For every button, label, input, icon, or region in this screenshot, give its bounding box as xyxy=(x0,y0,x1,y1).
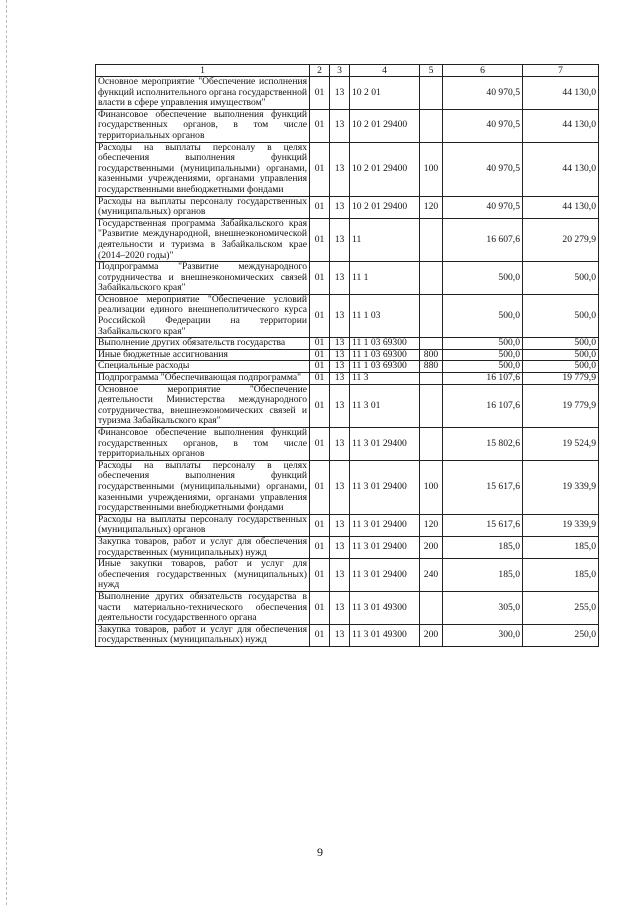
table-row xyxy=(96,142,599,196)
row-subsection-cell: 13 xyxy=(330,536,350,558)
row-expense-type-cell xyxy=(420,262,443,295)
row-target-article-cell: 10 2 01 xyxy=(350,77,420,110)
row-subsection-cell: 13 xyxy=(330,196,350,218)
row-subsection-cell: 13 xyxy=(330,142,350,196)
table-row xyxy=(96,218,599,261)
row-amount-1-cell: 16 607,6 xyxy=(443,218,523,261)
page-number: 9 xyxy=(317,845,323,859)
row-section-cell: 01 xyxy=(310,349,330,361)
row-name-cell: Закупка товаров, работ и услуг для обеспечения государственных (муниципальных) нужд xyxy=(96,536,310,558)
row-target-article-cell: 11 3 01 29400 xyxy=(350,559,420,592)
row-target-article-cell: 11 1 03 69300 xyxy=(350,361,420,373)
table-row xyxy=(96,294,599,337)
row-amount-2-cell: 19 779,9 xyxy=(523,373,599,385)
row-amount-2-cell: 19 339,9 xyxy=(523,460,599,514)
row-expense-type-cell: 100 xyxy=(420,460,443,514)
page-edge-line xyxy=(6,0,7,905)
row-target-article-cell: 10 2 01 29400 xyxy=(350,142,420,196)
row-name-cell: Расходы на выплаты персоналу в целях обеспечения выполнения функций государственными (муниципальными) органами, казенными учреждениями, органами управления государственными внебюджетными фондами xyxy=(96,460,310,514)
row-amount-1-cell: 40 970,5 xyxy=(443,196,523,218)
table-header-row xyxy=(96,65,599,77)
row-subsection-cell: 13 xyxy=(330,349,350,361)
row-name-cell: Выполнение других обязательств государства в части материально-технического обеспечения деятельности государственного органа xyxy=(96,591,310,624)
row-name-cell: Выполнение других обязательств государства xyxy=(96,338,310,350)
row-name-cell: Расходы на выплаты персоналу в целях обеспечения выполнения функций государственными (муниципальными) органами, казенными учреждениями, органами управления государственными внебюджетными фондами xyxy=(96,142,310,196)
row-expense-type-cell xyxy=(420,294,443,337)
row-expense-type-cell xyxy=(420,428,443,461)
row-name-cell: Основное мероприятие "Обеспечение исполнения функций исполнительного органа государственной власти в сфере управления имуществом" xyxy=(96,77,310,110)
budget-table xyxy=(95,64,599,647)
table-row xyxy=(96,559,599,592)
row-section-cell: 01 xyxy=(310,428,330,461)
table-row xyxy=(96,514,599,536)
row-expense-type-cell: 800 xyxy=(420,349,443,361)
row-amount-1-cell: 40 970,5 xyxy=(443,77,523,110)
table-row xyxy=(96,384,599,427)
row-section-cell: 01 xyxy=(310,338,330,350)
row-amount-1-cell: 500,0 xyxy=(443,338,523,350)
row-expense-type-cell: 200 xyxy=(420,624,443,646)
table-row xyxy=(96,373,599,385)
table-row xyxy=(96,591,599,624)
table-row xyxy=(96,460,599,514)
row-subsection-cell: 13 xyxy=(330,77,350,110)
row-amount-2-cell: 185,0 xyxy=(523,536,599,558)
row-name-cell: Подпрограмма "Развитие международного сотрудничества и внешнеэкономических связей Забайкальского края" xyxy=(96,262,310,295)
row-amount-2-cell: 19 339,9 xyxy=(523,514,599,536)
row-expense-type-cell: 240 xyxy=(420,559,443,592)
header-col-1: 1 xyxy=(96,65,310,77)
row-name-cell: Специальные расходы xyxy=(96,361,310,373)
row-target-article-cell: 11 1 03 69300 xyxy=(350,349,420,361)
row-section-cell: 01 xyxy=(310,384,330,427)
row-subsection-cell: 13 xyxy=(330,460,350,514)
row-subsection-cell: 13 xyxy=(330,384,350,427)
row-section-cell: 01 xyxy=(310,109,330,142)
row-section-cell: 01 xyxy=(310,624,330,646)
row-amount-1-cell: 15 617,6 xyxy=(443,460,523,514)
row-amount-1-cell: 305,0 xyxy=(443,591,523,624)
row-expense-type-cell xyxy=(420,77,443,110)
row-target-article-cell: 11 3 01 49300 xyxy=(350,591,420,624)
row-section-cell: 01 xyxy=(310,536,330,558)
row-name-cell: Иные бюджетные ассигнования xyxy=(96,349,310,361)
row-section-cell: 01 xyxy=(310,591,330,624)
row-amount-2-cell: 44 130,0 xyxy=(523,142,599,196)
row-expense-type-cell: 200 xyxy=(420,536,443,558)
row-amount-1-cell: 500,0 xyxy=(443,262,523,295)
table-row xyxy=(96,196,599,218)
row-expense-type-cell: 120 xyxy=(420,196,443,218)
row-amount-1-cell: 40 970,5 xyxy=(443,109,523,142)
row-amount-1-cell: 15 802,6 xyxy=(443,428,523,461)
row-amount-2-cell: 185,0 xyxy=(523,559,599,592)
row-target-article-cell: 10 2 01 29400 xyxy=(350,109,420,142)
row-section-cell: 01 xyxy=(310,262,330,295)
row-subsection-cell: 13 xyxy=(330,373,350,385)
row-subsection-cell: 13 xyxy=(330,361,350,373)
table-row xyxy=(96,77,599,110)
row-subsection-cell: 13 xyxy=(330,262,350,295)
row-amount-2-cell: 500,0 xyxy=(523,361,599,373)
row-expense-type-cell xyxy=(420,338,443,350)
table-row xyxy=(96,536,599,558)
row-amount-2-cell: 250,0 xyxy=(523,624,599,646)
row-amount-2-cell: 500,0 xyxy=(523,294,599,337)
row-target-article-cell: 11 xyxy=(350,218,420,261)
header-col-2: 2 xyxy=(310,65,330,77)
row-target-article-cell: 11 1 03 69300 xyxy=(350,338,420,350)
table-row xyxy=(96,109,599,142)
header-col-3: 3 xyxy=(330,65,350,77)
row-name-cell: Финансовое обеспечение выполнения функций государственных органов, в том числе территориальных органов xyxy=(96,428,310,461)
row-amount-1-cell: 40 970,5 xyxy=(443,142,523,196)
row-name-cell: Закупка товаров, работ и услуг для обеспечения государственных (муниципальных) нужд xyxy=(96,624,310,646)
header-col-4: 4 xyxy=(350,65,420,77)
table-row xyxy=(96,428,599,461)
row-expense-type-cell xyxy=(420,218,443,261)
row-subsection-cell: 13 xyxy=(330,591,350,624)
row-target-article-cell: 11 3 xyxy=(350,373,420,385)
row-subsection-cell: 13 xyxy=(330,109,350,142)
row-subsection-cell: 13 xyxy=(330,218,350,261)
row-name-cell: Расходы на выплаты персоналу государственных (муниципальных) органов xyxy=(96,514,310,536)
row-subsection-cell: 13 xyxy=(330,514,350,536)
row-amount-2-cell: 255,0 xyxy=(523,591,599,624)
row-amount-1-cell: 15 617,6 xyxy=(443,514,523,536)
row-target-article-cell: 11 3 01 29400 xyxy=(350,428,420,461)
row-name-cell: Основное мероприятие "Обеспечение условий реализации единого внешнеполитического курса Российской Федерации на территории Забайкальского края" xyxy=(96,294,310,337)
row-name-cell: Расходы на выплаты персоналу государственных (муниципальных) органов xyxy=(96,196,310,218)
row-amount-2-cell: 500,0 xyxy=(523,338,599,350)
table-row xyxy=(96,624,599,646)
table-row xyxy=(96,262,599,295)
table-body xyxy=(96,77,599,647)
row-expense-type-cell: 120 xyxy=(420,514,443,536)
row-target-article-cell: 11 1 xyxy=(350,262,420,295)
row-expense-type-cell xyxy=(420,591,443,624)
row-expense-type-cell xyxy=(420,109,443,142)
row-section-cell: 01 xyxy=(310,460,330,514)
row-amount-1-cell: 185,0 xyxy=(443,536,523,558)
row-amount-2-cell: 500,0 xyxy=(523,349,599,361)
row-amount-1-cell: 500,0 xyxy=(443,349,523,361)
row-section-cell: 01 xyxy=(310,196,330,218)
row-target-article-cell: 11 1 03 xyxy=(350,294,420,337)
row-target-article-cell: 10 2 01 29400 xyxy=(350,196,420,218)
row-target-article-cell: 11 3 01 xyxy=(350,384,420,427)
row-expense-type-cell: 100 xyxy=(420,142,443,196)
row-amount-2-cell: 44 130,0 xyxy=(523,196,599,218)
row-amount-1-cell: 16 107,6 xyxy=(443,384,523,427)
row-amount-2-cell: 500,0 xyxy=(523,262,599,295)
row-expense-type-cell xyxy=(420,384,443,427)
row-target-article-cell: 11 3 01 29400 xyxy=(350,536,420,558)
row-name-cell: Основное мероприятие "Обеспечение деятельности Министерства международного сотрудничества, внешнеэкономических связей и туризма Забайкальского края" xyxy=(96,384,310,427)
row-expense-type-cell xyxy=(420,373,443,385)
row-subsection-cell: 13 xyxy=(330,428,350,461)
table-row xyxy=(96,361,599,373)
header-col-7: 7 xyxy=(523,65,599,77)
row-subsection-cell: 13 xyxy=(330,624,350,646)
row-name-cell: Финансовое обеспечение выполнения функций государственных органов, в том числе территориальных органов xyxy=(96,109,310,142)
row-amount-2-cell: 20 279,9 xyxy=(523,218,599,261)
table-row xyxy=(96,349,599,361)
row-amount-2-cell: 44 130,0 xyxy=(523,77,599,110)
row-amount-2-cell: 19 524,9 xyxy=(523,428,599,461)
row-section-cell: 01 xyxy=(310,294,330,337)
row-section-cell: 01 xyxy=(310,559,330,592)
row-amount-1-cell: 185,0 xyxy=(443,559,523,592)
table-row xyxy=(96,338,599,350)
row-target-article-cell: 11 3 01 49300 xyxy=(350,624,420,646)
row-section-cell: 01 xyxy=(310,142,330,196)
row-section-cell: 01 xyxy=(310,361,330,373)
row-target-article-cell: 11 3 01 29400 xyxy=(350,514,420,536)
row-amount-1-cell: 16 107,6 xyxy=(443,373,523,385)
row-section-cell: 01 xyxy=(310,373,330,385)
row-subsection-cell: 13 xyxy=(330,338,350,350)
row-expense-type-cell: 880 xyxy=(420,361,443,373)
row-section-cell: 01 xyxy=(310,77,330,110)
row-name-cell: Иные закупки товаров, работ и услуг для обеспечения государственных (муниципальных) нужд xyxy=(96,559,310,592)
row-name-cell: Подпрограмма "Обеспечивающая подпрограмма" xyxy=(96,373,310,385)
row-amount-1-cell: 500,0 xyxy=(443,294,523,337)
header-col-6: 6 xyxy=(443,65,523,77)
row-amount-2-cell: 19 779,9 xyxy=(523,384,599,427)
row-section-cell: 01 xyxy=(310,514,330,536)
row-name-cell: Государственная программа Забайкальского края "Развитие международной, внешнеэкономической деятельности и туризма в Забайкальском крае (2014–2020 годы)" xyxy=(96,218,310,261)
row-subsection-cell: 13 xyxy=(330,294,350,337)
row-amount-2-cell: 44 130,0 xyxy=(523,109,599,142)
row-section-cell: 01 xyxy=(310,218,330,261)
row-amount-1-cell: 300,0 xyxy=(443,624,523,646)
row-subsection-cell: 13 xyxy=(330,559,350,592)
row-target-article-cell: 11 3 01 29400 xyxy=(350,460,420,514)
header-col-5: 5 xyxy=(420,65,443,77)
row-amount-1-cell: 500,0 xyxy=(443,361,523,373)
